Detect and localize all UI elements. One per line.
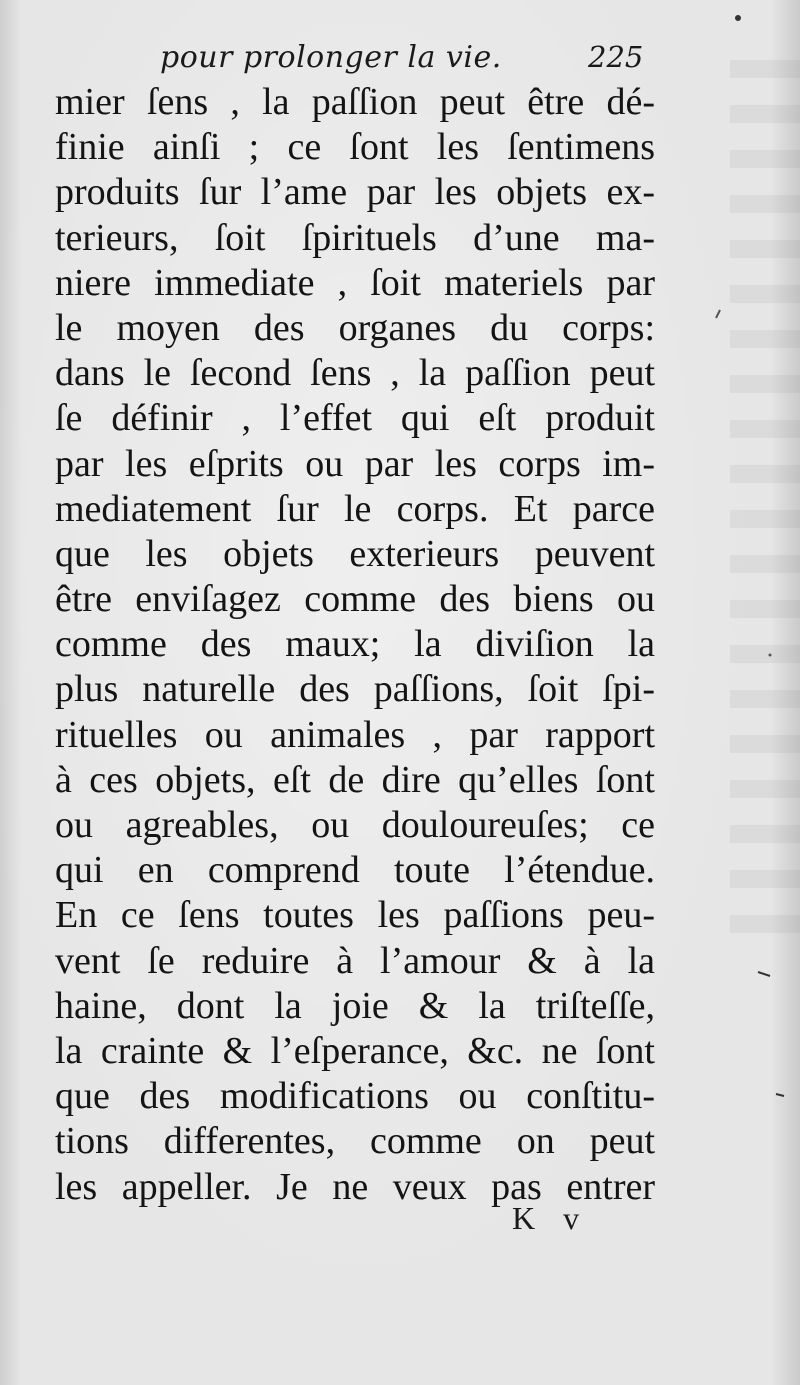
text-line: à ces objets, eſt de dire qu’elles ſont [55,758,655,801]
text-line: qui en comprend toute l’étendue. [55,849,655,892]
text-line: En ce ſens toutes les paſſions peu- [55,894,655,937]
text-line: produits ſur l’ame par les objets ex- [55,171,655,214]
text-line: tions differentes, comme on peut [55,1120,655,1163]
text-line: par les eſprits ou par les corps im- [55,442,655,485]
text-line: le moyen des organes du corps: [55,306,655,349]
text-line: la crainte & l’eſperance, &c. ne ſont [55,1029,655,1072]
text-line: ou agreables, ou douloureuſes; ce [55,804,655,846]
text-line: mediatement ſur le corps. Et parce [55,487,655,530]
signature-mark: K v [512,1200,590,1236]
text-line: que des modifications ou conſtitu- [55,1075,655,1118]
text-line: finie ainſi ; ce ſont les ſentimens [55,126,655,169]
text-line: ſe définir , l’effet qui eſt produit [55,397,655,440]
text-line: mier ſens , la paſſion peut être dé- [55,81,655,123]
text-line: niere immediate , ſoit materiels par [55,261,655,304]
text-line: que les objets exterieurs peuvent [55,532,655,575]
text-line: dans le ſecond ſens , la paſſion peut [55,352,655,395]
text-line: haine, dont la joie & la triſteſſe, [55,984,655,1027]
text-line: rituelles ou animales , par rapport [55,713,655,756]
text-line: plus naturelle des paſſions, ſoit ſpi- [55,668,655,711]
text-line: terieurs, ſoit ſpirituels d’une ma- [55,216,655,259]
running-title: pour prolonger la vie. [160,40,502,75]
text-line: être enviſagez comme des biens ou [55,578,655,621]
text-line: vent ſe reduire à l’amour & à la [55,939,655,982]
page-number: 225 [588,40,644,74]
text-line: les appeller. Je ne veux pas entrer [55,1165,655,1208]
text-line: comme des maux; la diviſion la [55,623,655,666]
